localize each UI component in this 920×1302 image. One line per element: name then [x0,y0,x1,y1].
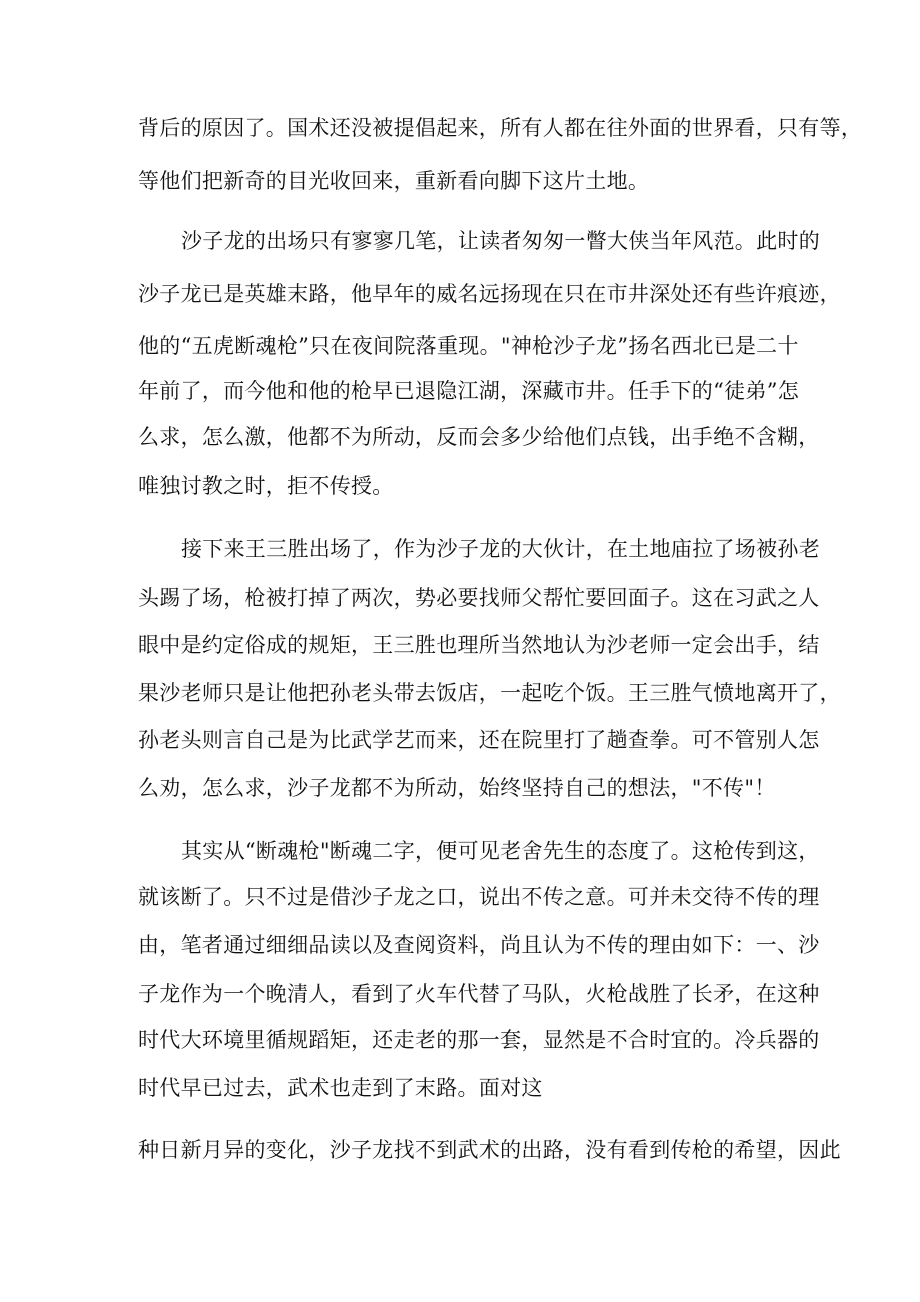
text-line: 沙子龙的出场只有寥寥几笔，让读者匆匆一瞥大侠当年风范。此时的 [181,229,820,253]
text-line: 时代大环境里循规蹈矩，还走老的那一套，显然是不合时宜的。冷兵器的 [138,1028,820,1052]
text-line: 头踢了场，枪被打掉了两次，势必要找师父帮忙要回面子。这在习武之人 [138,586,820,610]
text-line: 眼中是约定俗成的规矩，王三胜也理所当然地认为沙老师一定会出手，结 [138,633,820,657]
text-line: 接下来王三胜出场了，作为沙子龙的大伙计，在土地庙拉了场被孙老 [181,537,820,561]
text-line: 果沙老师只是让他把孙老头带去饭店，一起吃个饭。王三胜气愤地离开了， [138,681,841,705]
text-line: 时代早已过去，武术也走到了末路。面对这 [138,1076,543,1100]
text-line: 等他们把新奇的目光收回来，重新看向脚下这片土地。 [138,169,650,193]
text-line: 沙子龙已是英雄末路，他早年的威名远扬现在只在市井深处还有些许痕迹， [138,282,841,306]
text-line: 就该断了。只不过是借沙子龙之口，说出不传之意。可并未交待不传的理 [138,885,820,909]
text-line: 其实从“断魂枪"断魂二字，便可见老舍先生的态度了。这枪传到这， [181,839,820,863]
text-line: 孙老头则言自己是为比武学艺而来，还在院里打了趟查拳。可不管别人怎 [138,728,820,752]
text-line: 背后的原因了。国术还没被提倡起来，所有人都在往外面的世界看，只有等， [138,116,863,140]
text-line: 他的“五虎断魂枪”只在夜间院落重现。"神枪沙子龙”扬名西北已是二十 [138,334,799,358]
text-line: 由，笔者通过细细品读以及查阅资料，尚且认为不传的理由如下：一、沙 [138,933,820,957]
text-line: 子龙作为一个晚清人，看到了火车代替了马队，火枪战胜了长矛，在这种 [138,982,820,1006]
text-line: 年前了，而今他和他的枪早已退隐江湖，深藏市井。任手下的“徒弟”怎 [138,379,800,403]
text-line: 么劝，怎么求，沙子龙都不为所动，始终坚持自己的想法，"不传"！ [138,776,776,800]
text-line: 么求，怎么激，他都不为所动，反而会多少给他们点钱，出手绝不含糊， [138,425,820,449]
text-line: 种日新月异的变化，沙子龙找不到武术的出路，没有看到传枪的希望，因此 [138,1138,841,1162]
text-line: 唯独讨教之时，拒不传授。 [138,474,394,498]
